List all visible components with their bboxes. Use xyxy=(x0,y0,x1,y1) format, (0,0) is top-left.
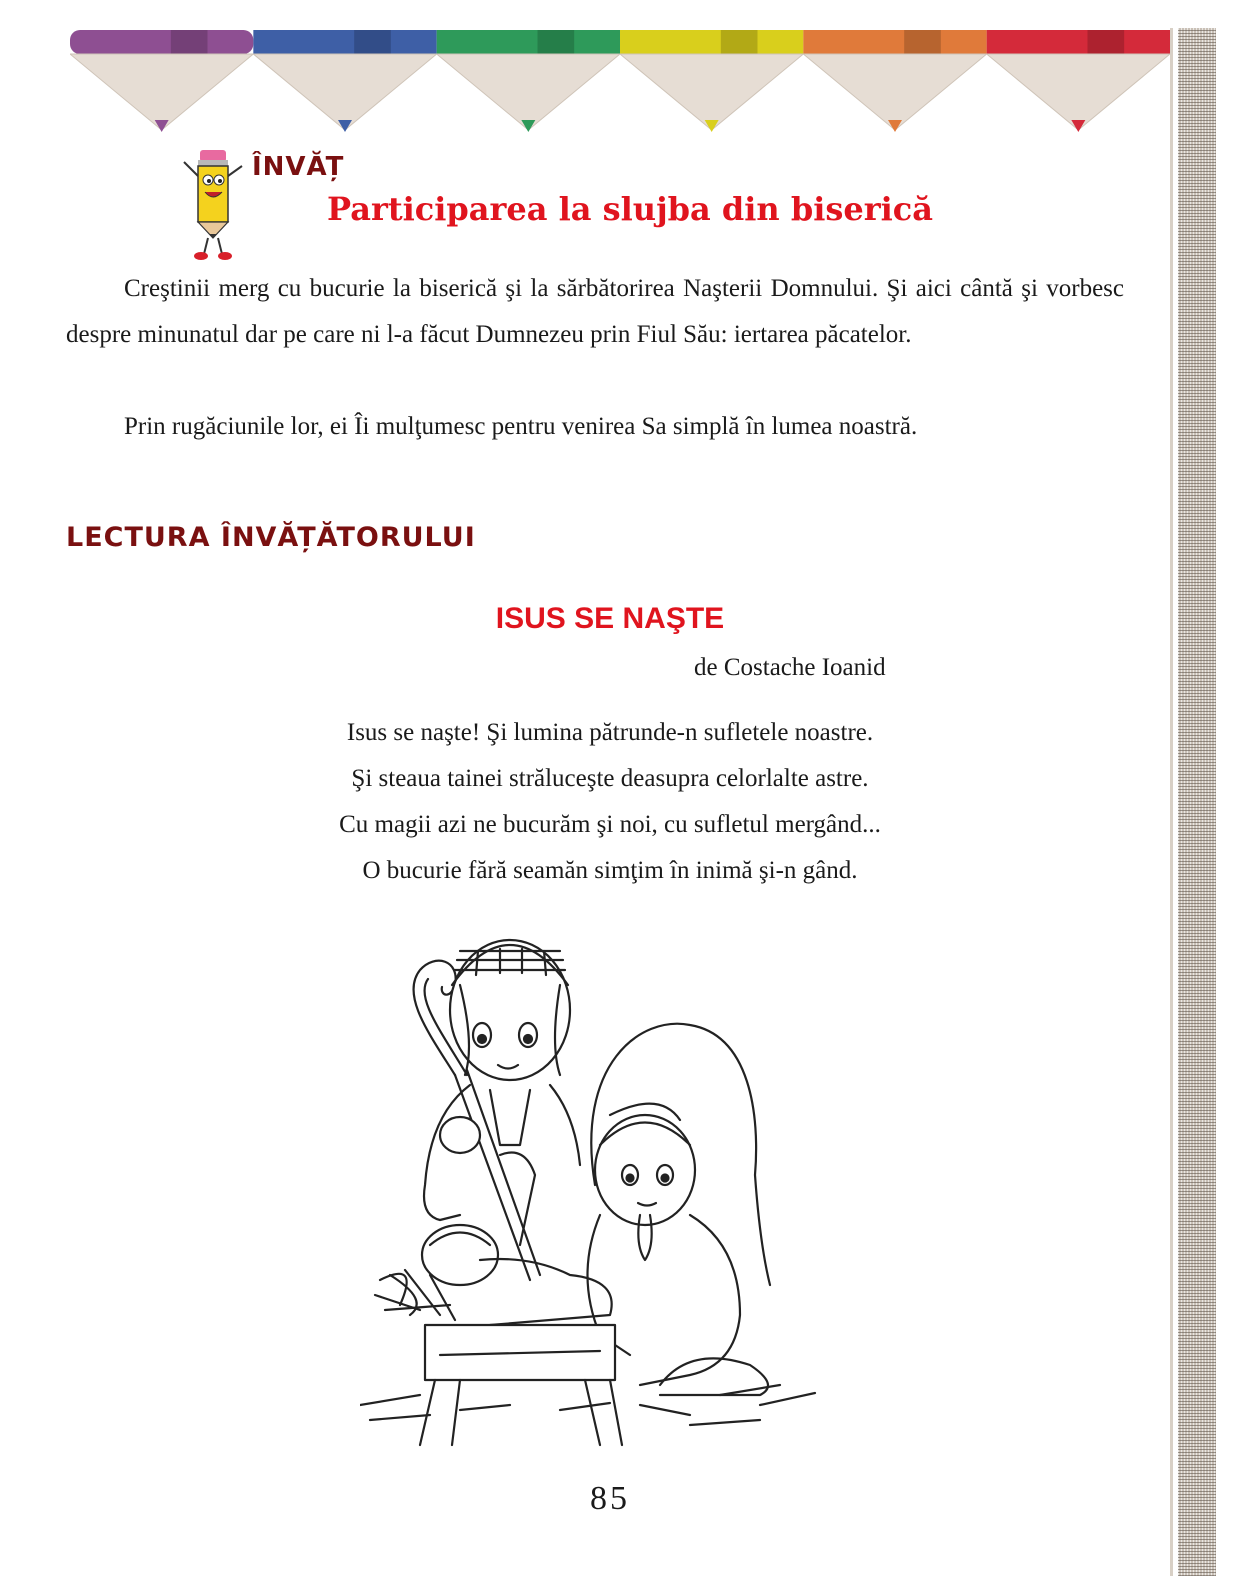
poem-body xyxy=(0,710,1220,894)
pencil-2 xyxy=(253,30,436,132)
poem-line: Şi steaua tainei străluceşte deasupra celorlalte astre. xyxy=(351,765,869,792)
section-heading: LECTURA ÎNVĂȚĂTORULUI xyxy=(66,522,476,553)
page-number: 85 xyxy=(590,1480,630,1517)
poem-line: Cu magii azi ne bucurăm şi noi, cu sufletul mergând... xyxy=(339,811,881,838)
pencil-5 xyxy=(803,30,986,132)
lesson-title: Participarea la slujba din biserică xyxy=(327,190,933,228)
nativity-coloring-illustration xyxy=(360,915,820,1455)
pencil-3 xyxy=(437,30,620,132)
paragraph: Creştinii merg cu bucurie la biserică şi la sărbătorirea Naşterii Domnului. Şi aici cântă şi vorbesc despre minunatul dar pe care ni l-a făcut Dumnezeu prin Fiul Său: iertarea păcatelor. xyxy=(66,275,1124,348)
poem-line: O bucurie fără seamăn simţim în inimă şi-n gând. xyxy=(362,857,858,884)
poem-title: ISUS SE NAŞTE xyxy=(495,602,725,635)
pencil-6 xyxy=(987,30,1170,132)
colored-pencils-header xyxy=(70,30,1170,140)
poem-line: Isus se naşte! Şi lumina pătrunde-n sufletele noastre. xyxy=(346,719,874,746)
paragraph: Prin rugăciunile lor, ei Îi mulţumesc pentru venirea Sa simplă în lumea noastră. xyxy=(124,413,918,440)
poem-author: de Costache Ioanid xyxy=(694,654,886,681)
section-label-invat: ÎNVĂȚ xyxy=(252,152,345,182)
pencil-1 xyxy=(70,30,253,132)
pencil-4 xyxy=(620,30,803,132)
